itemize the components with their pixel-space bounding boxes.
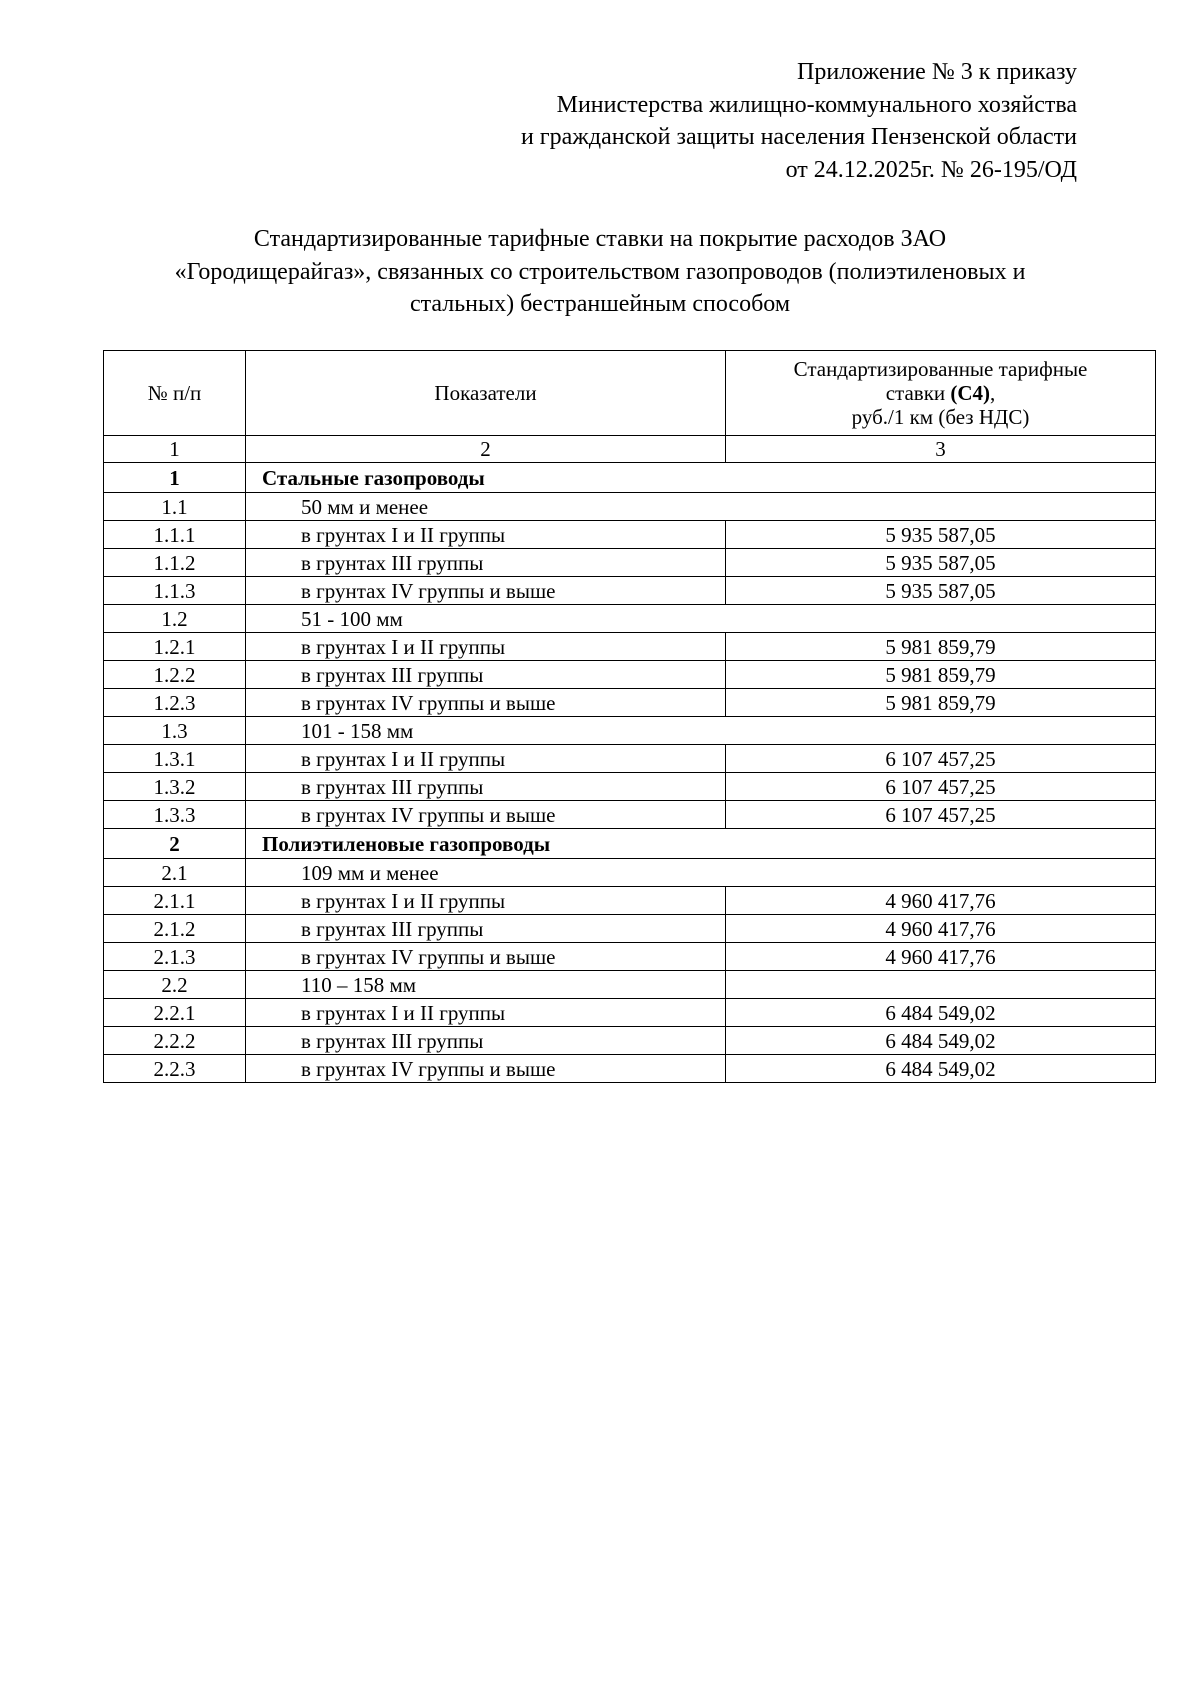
table-row: [104, 915, 1156, 943]
row-indicator: 109 мм и менее: [246, 859, 1156, 887]
header-line-2: Министерства жилищно-коммунального хозяйства: [556, 91, 1077, 118]
header-value-line-2c: ,: [990, 381, 996, 405]
row-number: 1.1.1: [104, 521, 246, 549]
row-value: 4 960 417,76: [726, 887, 1156, 915]
table-row: [104, 577, 1156, 605]
row-indicator: в грунтах I и II группы: [246, 999, 726, 1027]
col-number-2: 2: [246, 436, 726, 463]
row-number: 2.2.2: [104, 1027, 246, 1055]
row-indicator: Полиэтиленовые газопроводы: [246, 829, 1156, 859]
table-row: [104, 971, 1156, 999]
row-value: 4 960 417,76: [726, 915, 1156, 943]
row-value: 6 107 457,25: [726, 745, 1156, 773]
row-number: 2.2.1: [104, 999, 246, 1027]
row-number: 1.2.3: [104, 689, 246, 717]
row-value: 5 935 587,05: [726, 521, 1156, 549]
row-indicator: в грунтах IV группы и выше: [246, 943, 726, 971]
row-indicator: в грунтах IV группы и выше: [246, 689, 726, 717]
appendix-header: [521, 56, 1077, 186]
header-line-1: Приложение № 3 к приказу: [797, 59, 1077, 85]
row-value: 4 960 417,76: [726, 943, 1156, 971]
header-value-line-3: руб./1 км (без НДС): [851, 405, 1030, 429]
row-number: 2.1.2: [104, 915, 246, 943]
tariff-table: [103, 350, 1156, 1083]
row-number: 1.1: [104, 493, 246, 521]
row-number: 1.2: [104, 605, 246, 633]
title-line-1: Стандартизированные тарифные ставки на покрытие расходов ЗАО: [253, 226, 947, 252]
row-value: [726, 971, 1156, 999]
table-row: [104, 1055, 1156, 1083]
row-indicator: в грунтах I и II группы: [246, 521, 726, 549]
row-indicator: в грунтах IV группы и выше: [246, 801, 726, 829]
row-value: 6 484 549,02: [726, 999, 1156, 1027]
header-line-4: от 24.12.2025г. № 26-195/ОД: [785, 156, 1077, 183]
header-value-line-2: [726, 381, 1155, 405]
row-indicator: в грунтах III группы: [246, 549, 726, 577]
row-value: 5 935 587,05: [726, 577, 1156, 605]
header-value-line-1: Стандартизированные тарифные: [793, 357, 1088, 381]
table-row: [104, 887, 1156, 915]
header-num: № п/п: [104, 351, 246, 436]
row-indicator: в грунтах IV группы и выше: [246, 1055, 726, 1083]
row-number: 1.3.2: [104, 773, 246, 801]
column-number-row: [104, 436, 1156, 463]
table-row: [104, 463, 1156, 493]
row-number: 1.2.2: [104, 661, 246, 689]
row-indicator: в грунтах III группы: [246, 661, 726, 689]
title-line-2: «Городищерайгаз», связанных со строительством газопроводов (полиэтиленовых и: [174, 258, 1026, 285]
table-row: [104, 943, 1156, 971]
table-row: [104, 745, 1156, 773]
row-indicator: в грунтах I и II группы: [246, 633, 726, 661]
table-row: [104, 521, 1156, 549]
row-indicator: Стальные газопроводы: [246, 463, 1156, 493]
table-row: [104, 689, 1156, 717]
col-number-3: 3: [726, 436, 1156, 463]
row-value: 6 107 457,25: [726, 773, 1156, 801]
row-number: 2.2.3: [104, 1055, 246, 1083]
table-row: [104, 859, 1156, 887]
table-row: [104, 633, 1156, 661]
row-indicator: в грунтах III группы: [246, 915, 726, 943]
table-row: [104, 717, 1156, 745]
row-indicator: 101 - 158 мм: [246, 717, 1156, 745]
table-row: [104, 801, 1156, 829]
row-number: 2.2: [104, 971, 246, 999]
row-value: 5 981 859,79: [726, 689, 1156, 717]
table-row: [104, 549, 1156, 577]
row-number: 1.1.3: [104, 577, 246, 605]
header-indicator: Показатели: [246, 351, 726, 436]
row-indicator: 110 – 158 мм: [246, 971, 726, 999]
row-number: 2.1.3: [104, 943, 246, 971]
table-row: [104, 829, 1156, 859]
row-number: 1.2.1: [104, 633, 246, 661]
row-indicator: в грунтах I и II группы: [246, 887, 726, 915]
row-number: 2.1.1: [104, 887, 246, 915]
col-number-1: 1: [104, 436, 246, 463]
row-number: 1.3.3: [104, 801, 246, 829]
document-title: [100, 223, 1100, 321]
header-value-line-2a: ставки: [885, 381, 951, 405]
title-line-3: стальных) бестраншейным способом: [409, 291, 791, 317]
header-line-3: и гражданской защиты населения Пензенской области: [520, 124, 1077, 150]
table-row: [104, 773, 1156, 801]
row-value: 5 935 587,05: [726, 549, 1156, 577]
row-indicator: 50 мм и менее: [246, 493, 1156, 521]
row-value: 6 484 549,02: [726, 1055, 1156, 1083]
row-value: 5 981 859,79: [726, 661, 1156, 689]
row-number: 1: [104, 463, 246, 493]
row-indicator: в грунтах III группы: [246, 1027, 726, 1055]
row-number: 2.1: [104, 859, 246, 887]
table-row: [104, 605, 1156, 633]
row-indicator: в грунтах III группы: [246, 773, 726, 801]
table-row: [104, 999, 1156, 1027]
row-number: 2: [104, 829, 246, 859]
row-indicator: в грунтах IV группы и выше: [246, 577, 726, 605]
table-row: [104, 493, 1156, 521]
table-row: [104, 661, 1156, 689]
header-value-code: (С4): [950, 381, 991, 405]
header-value: [726, 351, 1156, 436]
table-header-row: [104, 351, 1156, 436]
row-number: 1.3.1: [104, 745, 246, 773]
row-number: 1.3: [104, 717, 246, 745]
row-number: 1.1.2: [104, 549, 246, 577]
row-indicator: 51 - 100 мм: [246, 605, 1156, 633]
row-value: 6 484 549,02: [726, 1027, 1156, 1055]
row-value: 6 107 457,25: [726, 801, 1156, 829]
table-row: [104, 1027, 1156, 1055]
row-value: 5 981 859,79: [726, 633, 1156, 661]
row-indicator: в грунтах I и II группы: [246, 745, 726, 773]
